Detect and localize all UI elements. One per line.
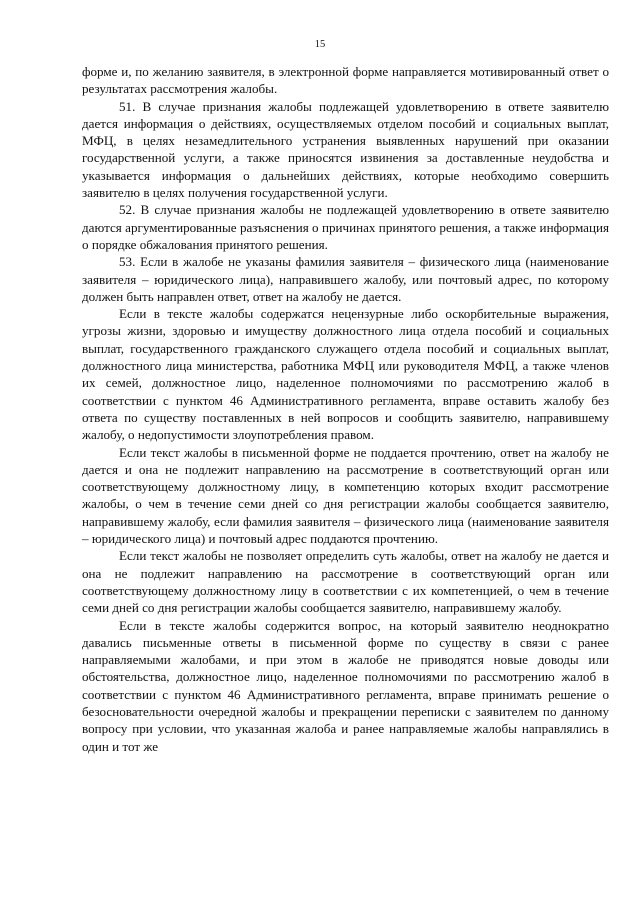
paragraph-undetermined-essence: Если текст жалобы не позволяет определить суть жалобы, ответ на жалобу не дается и она не подлежит направлению на рассмотрение в соответствующий орган или соответствующему должностному лицу в соответствии с их компетенцией, о чем в течение семи дней со дня регистрации жалобы сообщается заявителю, направившему жалобу.	[82, 548, 609, 616]
paragraph-unreadable-text: Если текст жалобы в письменной форме не поддается прочтению, ответ на жалобу не дается и она не подлежит направлению на рассмотрение в соответствующий орган или соответствующему должностному лицу, в компетенцию которых входит рассмотрение жалобы, о чем в течение семи дней со дня регистрации жалобы сообщается заявителю, направившему жалобу, если фамилия заявителя – физического лица (наименование заявителя – юридического лица) и почтовый адрес поддаются прочтению.	[82, 444, 609, 547]
document-body	[82, 63, 609, 755]
paragraph-repeated-question: Если в тексте жалобы содержится вопрос, на который заявителю неоднократно давались письменные ответы в письменной форме по существу в связи с ранее направляемыми жалобами, и при этом в жалобе не приводятся новые доводы или обстоятельства, должностное лицо, наделенное полномочиями по рассмотрению жалоб в соответствии с пунктом 46 Административного регламента, вправе принимать решение о безосновательности очередной жалобы и прекращении переписки с заявителем по данному вопросу при условии, что указанная жалоба и ранее направляемые жалобы направлялись в один и тот же	[82, 617, 609, 754]
paragraph-51: 51. В случае признания жалобы подлежащей удовлетворению в ответе заявителю дается информация о действиях, осуществляемых отделом пособий и социальных выплат, МФЦ, в целях незамедлительного устранения выявленных нарушений при оказании государственной услуги, а также приносятся извинения за доставленные неудобства и указывается информация о дальнейших действиях, которые необходимо совершить заявителю в целях получения государственной услуги.	[82, 98, 609, 201]
page-number: 15	[314, 39, 326, 50]
paragraph-53: 53. Если в жалобе не указаны фамилия заявителя – физического лица (наименование заявителя – юридического лица), направившего жалобу, или почтовый адрес, по которому должен быть направлен ответ, ответ на жалобу не дается.	[82, 254, 609, 304]
paragraph-52: 52. В случае признания жалобы не подлежащей удовлетворению в ответе заявителю даются аргументированные разъяснения о причинах принятого решения, а также информация о порядке обжалования принятого решения.	[82, 202, 609, 252]
paragraph-obscene-content: Если в тексте жалобы содержатся нецензурные либо оскорбительные выражения, угрозы жизни, здоровью и имуществу должностного лица отдела пособий и социальных выплат, государственного гражданского служащего отдела пособий и социальных выплат, должностного лица министерства, работника МФЦ или руководителя МФЦ, а также членов их семей, должностное лицо, наделенное полномочиями по рассмотрению жалоб в соответствии с пунктом 46 Административного регламента, вправе оставить жалобу без ответа по существу поставленных в ней вопросов и сообщить заявителю, направившему жалобу, о недопустимости злоупотребления правом.	[82, 306, 609, 443]
paragraph-continuation: форме и, по желанию заявителя, в электронной форме направляется мотивированный ответ о результатах рассмотрения жалобы.	[82, 64, 609, 97]
